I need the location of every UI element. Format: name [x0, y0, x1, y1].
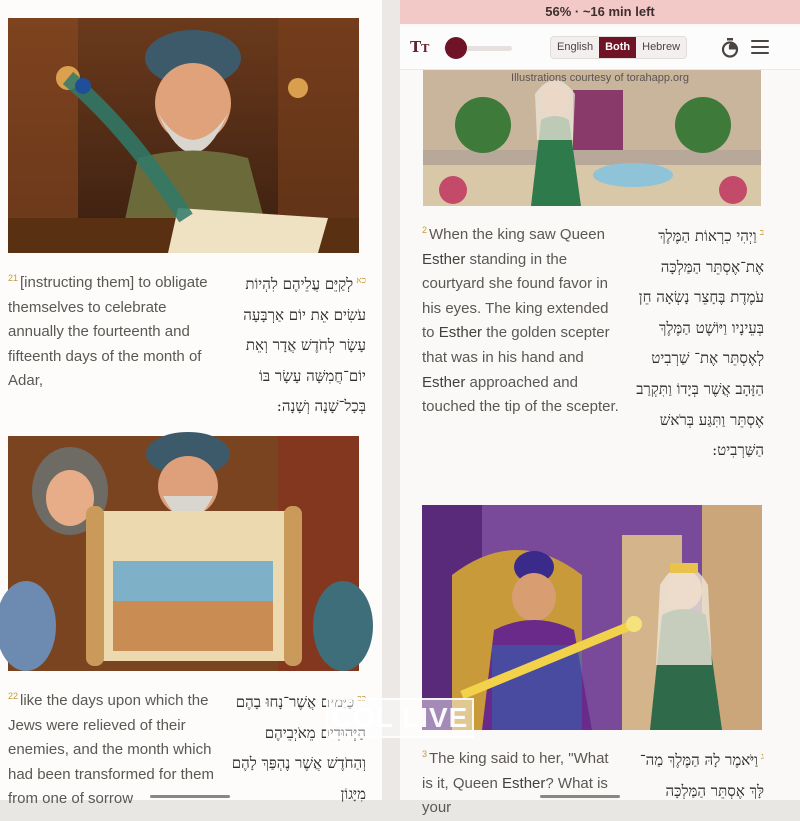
- name-esther: Esther: [422, 250, 466, 268]
- verse-2-english-part-2: standing in the courtyard she found favor in his eyes. The king extended to: [422, 250, 609, 342]
- menu-icon[interactable]: [751, 40, 769, 54]
- verse-21-english-text: [instructing them] to obligate themselves to celebrate annually the fourteenth and fifteenth days of the month of Adar,: [8, 274, 208, 390]
- verse-3-hebrew: [630, 742, 764, 806]
- font-size-slider-thumb[interactable]: [445, 37, 467, 59]
- verse-21-hebrew-text: לְקַיֵּם עֲלֵיהֶם לִהְיוֹת עֹשִׂים אֵת יוֹם אַרְבָּעָה עָשָׂר לְחֹדֶשׁ אֲדָר וְאֵת יוֹם־חֲמִשָּׁה עָשָׂר בּוֹ בְּכָל־שָׁנָה וְשָׁנָה:: [243, 275, 366, 416]
- verse-2-number: 2: [422, 225, 428, 235]
- language-english-option[interactable]: English: [557, 41, 594, 53]
- text-size-big-t: T: [410, 38, 422, 56]
- illustration-king-extends-scepter: [422, 505, 762, 730]
- verse-21-hebrew: [222, 266, 366, 422]
- verse-3-english-part-0: The king said to her, "What is it, Queen: [422, 750, 609, 792]
- reading-progress-status: 56% · ~16 min left: [400, 0, 800, 24]
- verse-2-hebrew-text: וַיְהִי כִרְאוֹת הַמֶּלֶךְ אֶת־אֶסְתֵּר הַמַּלְכָּה עֹמֶדֶת בֶּחָצֵר נָשְׂאָה חֵן בְּעֵינָיו וַיּוֹשֶׁט הַמֶּלֶךְ לְאֶסְתֵּר אֶת־ שַׁרְבִיט הַזָּהָב אֲשֶׁר בְּיָדוֹ וַתִּקְרַב אֶסְתֵּר וַתִּגַּע בְּרֹאשׁ הַשַּׁרְבִיט:: [636, 227, 764, 460]
- verse-3-hebrew-text: וַיֹּאמֶר לָהּ הַמֶּלֶךְ מַה־ לָּךְ אֶסְתֵּר הַמַּלְכָּה: [639, 751, 764, 800]
- verse-2-english-part-6: approached and touched the tip of the scepter.: [422, 373, 619, 416]
- name-esther: Esther: [422, 373, 466, 391]
- language-both-option[interactable]: Both: [599, 37, 636, 58]
- verse-2-english: [422, 218, 622, 420]
- verse-22-english-text: like the days upon which the Jews were relieved of their enemies, and the month which had been transformed for them from one of sorrow: [8, 692, 214, 808]
- illustration-queen-in-courtyard: [423, 70, 761, 206]
- verse-3-hebrew-number: ג: [761, 752, 764, 762]
- panel-divider: [382, 0, 400, 800]
- verse-22-hebrew-text: כַּיָּמִים אֲשֶׁר־נָחוּ בָהֶם הַיְּהוּדִים מֵאֹיְבֵיהֶם וְהַחֹדֶשׁ אֲשֶׁר נֶהְפַּךְ לָהֶם מִיָּגוֹן: [231, 693, 366, 803]
- timer-icon[interactable]: [721, 38, 739, 58]
- verse-3-english-part-2: ? What is your: [422, 774, 608, 817]
- verse-2-hebrew-number: ב: [759, 228, 764, 238]
- verse-21-hebrew-number: כא: [356, 276, 366, 286]
- left-reader-panel: [0, 0, 382, 808]
- verse-22-hebrew-number: כב: [357, 694, 366, 704]
- verse-21-number: 21: [8, 273, 19, 283]
- verse-22-number: 22: [8, 691, 19, 701]
- language-switch: [550, 36, 687, 59]
- scroll-indicator-left: [150, 795, 230, 798]
- verse-2-english-part-4: the golden scepter that was in his hand and: [422, 324, 610, 366]
- verse-3-english: [422, 742, 622, 821]
- verse-2-english-part-0: When the king saw Queen: [429, 226, 605, 243]
- name-esther: Esther: [502, 774, 546, 792]
- verse-2-hebrew: [632, 218, 764, 466]
- verse-21-english: [8, 266, 208, 394]
- illustration-credit: Illustrations courtesy of torahapp.org: [511, 72, 689, 84]
- watermark-logo: COL LIVE: [326, 698, 474, 738]
- name-esther: Esther: [438, 324, 483, 342]
- verse-3-number: 3: [422, 749, 428, 759]
- language-hebrew-option[interactable]: Hebrew: [642, 41, 681, 53]
- verse-22-english: [8, 684, 218, 812]
- text-size-small-t: T: [421, 42, 430, 55]
- text-size-icon[interactable]: [410, 38, 429, 56]
- illustration-scribe-writing: [8, 18, 359, 253]
- illustration-children-with-scroll: [8, 436, 359, 671]
- right-reader-panel: [400, 0, 800, 817]
- scroll-indicator-right: [540, 795, 620, 798]
- reader-toolbar: [400, 26, 800, 70]
